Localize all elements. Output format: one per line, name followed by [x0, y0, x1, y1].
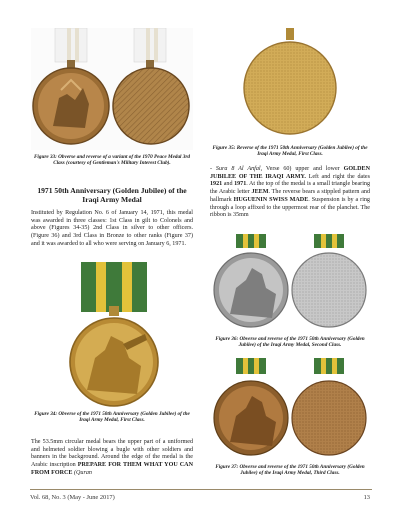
figure-37-caption: Figure 37: Obverse and reverse of the 1971 50th Anniversary (Golden Jubilee) of the Iraqi Army Medal, Third Class.	[215, 464, 365, 477]
right-text-3: GOLDEN JUBILEE OF THE IRAQI ARMY.	[210, 166, 370, 180]
footer-rule	[30, 489, 372, 490]
left-paragraph-1	[31, 210, 193, 249]
left-paragraph-2-inscription: PREPARE FOR THEM WHAT YOU CAN FROM FORCE	[31, 462, 193, 476]
left-paragraph-2-quran: (Quran	[72, 469, 92, 476]
right-paragraph	[210, 166, 370, 220]
figure-33-caption: Figure 33: Obverse and reverse of a variant of the 1970 Peace Medal 3rd Class (courtesy of Gentleman's Military Interest Club).	[33, 154, 191, 167]
figure-37-image	[212, 358, 368, 458]
right-text-9: JEEM	[251, 189, 269, 196]
figure-34-caption: Figure 34: Obverse of the 1971 50th Anniversary (Golden Jubilee) of the Iraqi Army Medal, First Class.	[34, 411, 190, 424]
right-text-6: and	[222, 181, 235, 188]
figure-36-caption: Figure 36: Obverse and reverse of the 1971 50th Anniversary (Golden Jubilee) of the Iraqi Army Medal, Second Class.	[215, 336, 365, 349]
section-heading: 1971 50th Anniversary (Golden Jubilee) of the Iraqi Army Medal	[37, 186, 187, 204]
figure-34-image	[53, 262, 175, 408]
right-text-8: . At the top of the medal is a small triangle bearing the Arabic letter	[210, 181, 370, 196]
footer-issue: Vol. 68, No. 3 (May - June 2017)	[30, 494, 115, 501]
left-paragraph-1-text: Instituted by Regulation No. 6 of January 14, 1971, this medal was awarded in three classes: 1st Class in gilt to Colonels and above (Figures 34-35) 2nd Class in silver to other officers. (Figure 36) and 3rd Class in Bronze to other ranks (Figure 37) and it was awarded to all who were serving on January 6, 1971.	[31, 210, 193, 247]
right-text-4: Left and right the dates	[305, 173, 370, 180]
right-text-2: , Verse 60) upper and lower	[260, 166, 344, 172]
right-text-12: . Suspension is by a ring through a loop affixed to the uppermost rear of the planchet. The ribbon is 35mm	[210, 196, 370, 219]
figure-35-image	[242, 28, 338, 140]
right-text-10: . The reverse bears a stippled pattern and hallmark	[210, 189, 370, 203]
left-paragraph-2	[31, 439, 193, 478]
figure-36-image	[212, 234, 368, 330]
right-text-5: 1921	[210, 181, 223, 188]
right-text-11: HUGUENIN SWISS MADE	[233, 196, 309, 203]
right-text-1: - Sura 8 Al Anfal	[210, 166, 261, 172]
left-paragraph-2-text: The 53.5mm circular medal bears the upper part of a uniformed and helmeted soldier blowing a bugle with other soldiers and banners in the background. Around the edge of the medal is the Arabic inscription	[31, 439, 193, 469]
footer-page-number: 13	[363, 494, 370, 501]
figure-33-image	[31, 28, 193, 150]
figure-35-caption: Figure 35: Reverse of the 1971 50th Anniversary (Golden Jubilee) of the Iraqi Army Medal, First Class.	[212, 145, 368, 158]
right-text-7: 1971	[234, 181, 247, 188]
